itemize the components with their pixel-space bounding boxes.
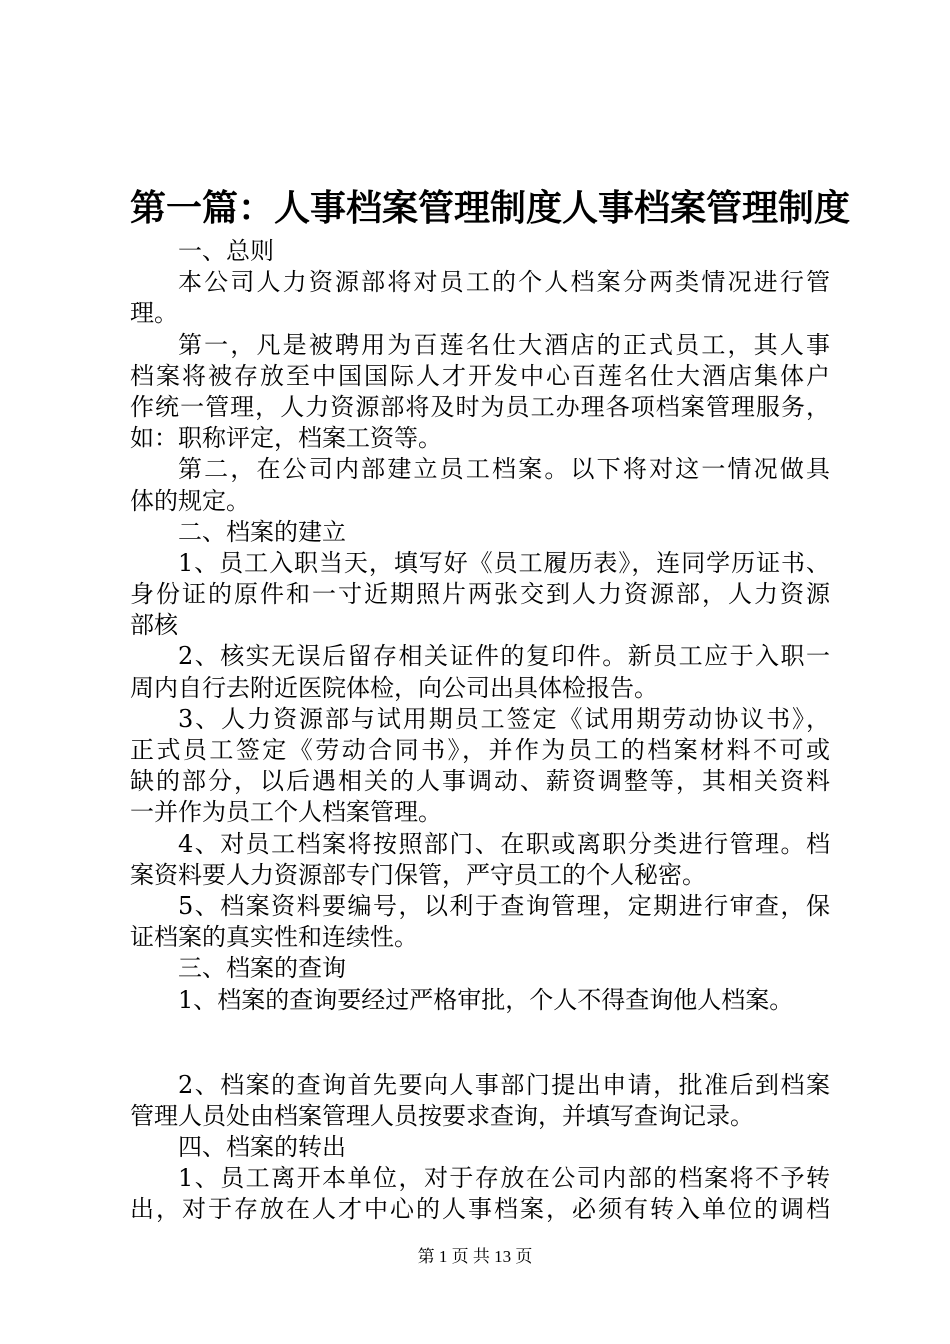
paragraph-spacer: [130, 1016, 830, 1070]
paragraph-line: 缺的部分，以后遇相关的人事调动、薪资调整等，其相关资料: [130, 767, 830, 796]
paragraph-line: 1、档案的查询要经过严格审批，个人不得查询他人档案。: [178, 985, 794, 1014]
paragraph-line: 身份证的原件和一寸近期照片两张交到人力资源部，人力资源: [130, 580, 830, 609]
paragraph-line: 2、档案的查询首先要向人事部门提出申请，批准后到档案: [178, 1070, 830, 1099]
paragraph-line: 证档案的真实性和连续性。: [130, 923, 418, 952]
section-heading-general: 一、总则: [178, 237, 274, 265]
paragraph-line: 正式员工签定《劳动合同书》，并作为员工的档案材料不可或: [130, 736, 830, 764]
paragraph-line: 3、人力资源部与试用期员工签定《试用期劳动协议书》，: [178, 704, 830, 733]
document-title: 第一篇：人事档案管理制度人事档案管理制度: [130, 188, 851, 229]
paragraph-line: 第二，在公司内部建立员工档案。以下将对这一情况做具: [178, 455, 830, 484]
section-heading-transfer: 四、档案的转出: [178, 1133, 346, 1162]
paragraph-line: 2、核实无误后留存相关证件的复印件。新员工应于入职一: [178, 642, 830, 671]
paragraph-line: 案资料要人力资源部专门保管，严守员工的个人秘密。: [130, 860, 706, 889]
paragraph-line: 4、对员工档案将按照部门、在职或离职分类进行管理。档: [178, 829, 830, 858]
section-heading-query: 三、档案的查询: [178, 954, 346, 983]
paragraph-line: 档案将被存放至中国国际人才开发中心百莲名仕大酒店集体户: [130, 361, 830, 390]
paragraph-line: 第一，凡是被聘用为百莲名仕大酒店的正式员工，其人事: [178, 330, 830, 359]
document-body: [130, 236, 830, 1226]
paragraph-line: 1、员工离开本单位，对于存放在公司内部的档案将不予转: [178, 1164, 830, 1193]
paragraph-line: 如：职称评定，档案工资等。: [130, 424, 442, 453]
paragraph-line: 一并作为员工个人档案管理。: [130, 798, 442, 827]
paragraph-line: 体的规定。: [130, 486, 250, 515]
paragraph-line: 5、档案资料要编号，以利于查询管理，定期进行审查，保: [178, 891, 830, 920]
paragraph-line: 本公司人力资源部将对员工的个人档案分两类情况进行管: [178, 268, 830, 297]
paragraph-line: 理。: [130, 299, 178, 328]
paragraph-line: 作统一管理，人力资源部将及时为员工办理各项档案管理服务，: [130, 392, 830, 421]
section-heading-establish: 二、档案的建立: [178, 517, 346, 546]
paragraph-line: 周内自行去附近医院体检，向公司出具体检报告。: [130, 673, 658, 702]
paragraph-line: 出，对于存放在人才中心的人事档案，必须有转入单位的调档: [130, 1195, 830, 1224]
paragraph-line: 管理人员处由档案管理人员按要求查询，并填写查询记录。: [130, 1101, 754, 1130]
paragraph-line: 部核: [130, 611, 178, 640]
paragraph-line: 1、员工入职当天，填写好《员工履历表》，连同学历证书、: [178, 548, 830, 577]
page-number-footer: 第 1 页 共 13 页: [417, 1247, 533, 1266]
